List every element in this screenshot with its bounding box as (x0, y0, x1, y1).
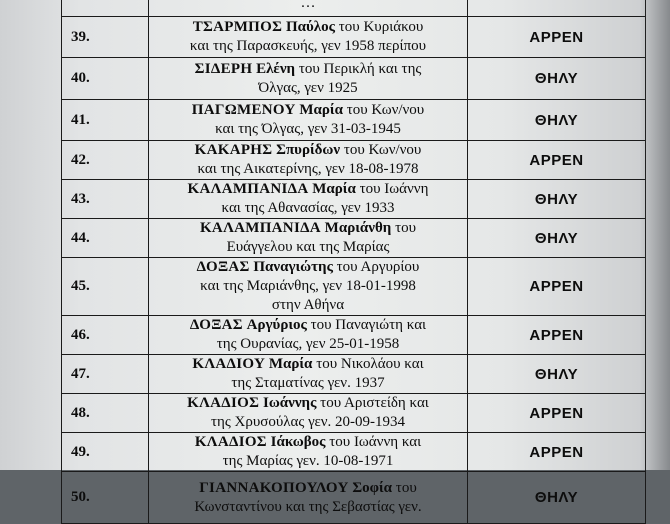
description-line1-rest: του Ιωάννη και (329, 434, 422, 450)
table-row (62, 316, 646, 355)
description-line1-rest: του Ιωάννη (359, 181, 429, 197)
given-name: Αργύριος (246, 317, 307, 333)
description-line2: και της Μαριάνθης, γεν 18-01-1998 (200, 278, 416, 294)
person-description (149, 0, 468, 17)
row-number: 47. (62, 355, 149, 394)
description-line2: της Χρυσούλας γεν. 20-09-1934 (210, 414, 406, 430)
description-line2: Όλγας, γεν 1925 (258, 79, 358, 96)
table-row (62, 472, 646, 524)
table-row (62, 141, 646, 180)
description-line2: της Σταματίνας γεν. 1937 (231, 375, 385, 391)
description-line3: στην Αθήνα (271, 297, 345, 313)
surname: ΔΟΞΑΣ (196, 259, 250, 275)
person-description (149, 258, 468, 316)
table-row (62, 180, 646, 219)
description-line1-rest: του Αργυρίου (336, 259, 420, 275)
surname: ΚΛΑΔΙΟΥ (192, 356, 266, 372)
given-name: Παναγιώτης (253, 259, 333, 275)
sex-value (468, 0, 646, 17)
person-description (149, 180, 468, 219)
person-description (149, 433, 468, 472)
row-number: 45. (62, 258, 149, 316)
table-row (62, 258, 646, 316)
description-line1-rest: του Κων/νου (346, 102, 425, 118)
surname: ΣΙΔΕΡΗ (194, 60, 253, 77)
description-line1-rest: του Αριστείδη και (320, 395, 429, 411)
sex-value: ΘΗΛΥ (468, 58, 646, 100)
sex-value: ΘΗΛΥ (468, 219, 646, 258)
description-line1-rest: του Νικολάου και (316, 356, 424, 372)
surname: ΤΣΑΡΜΠΟΣ (192, 19, 283, 35)
sex-value: ΑΡΡΕΝ (468, 141, 646, 180)
given-name: Ελένη (256, 60, 296, 77)
person-description (149, 472, 468, 524)
description-line2: της Μαρίας γεν. 10-08-1971 (222, 453, 394, 469)
row-number: 44. (62, 219, 149, 258)
description-line1-rest: του Παναγιώτη και (310, 317, 427, 333)
person-description (149, 100, 468, 141)
row-number: 48. (62, 394, 149, 433)
person-description (149, 355, 468, 394)
description-line2: Ευάγγελου και της Μαρίας (226, 239, 390, 255)
surname: ΔΟΞΑΣ (189, 317, 243, 333)
sex-value: ΑΡΡΕΝ (468, 258, 646, 316)
table-row (62, 58, 646, 100)
description-line1-rest: του (395, 479, 417, 496)
given-name: Σπυρίδων (276, 142, 341, 158)
row-number: 39. (62, 17, 149, 58)
description-line1-rest: του Περικλή και της (298, 60, 422, 77)
person-description (149, 316, 468, 355)
description-line2: Κωνσταντίνου και της Σεβαστίας γεν. (194, 498, 422, 515)
person-description (149, 58, 468, 100)
given-name: Μαρία (312, 181, 356, 197)
description-line1-rest: του (395, 220, 417, 236)
table-row (62, 394, 646, 433)
sex-value: ΘΗΛΥ (468, 472, 646, 524)
given-name: Σοφία (352, 479, 393, 496)
sex-value: ΑΡΡΕΝ (468, 17, 646, 58)
row-number: 40. (62, 58, 149, 100)
given-name: Ιάκωβος (270, 434, 326, 450)
description-line1-rest: … (300, 0, 316, 11)
surname: ΚΛΑΔΙΟΣ (187, 395, 260, 411)
person-description (149, 141, 468, 180)
table-row (62, 355, 646, 394)
description-line2: της Ουρανίας, γεν 25-01-1958 (216, 336, 400, 352)
description-line2: και της Αικατερίνης, γεν 18-08-1978 (197, 161, 419, 177)
description-line2: και της Όλγας, γεν 31-03-1945 (215, 121, 401, 137)
row-number: 50. (62, 472, 149, 524)
row-number: 41. (62, 100, 149, 141)
records-table (61, 0, 646, 524)
surname: ΠΑΓΩΜΕΝΟΥ (191, 102, 296, 118)
table-row (62, 100, 646, 141)
sex-value: ΑΡΡΕΝ (468, 433, 646, 472)
given-name: Παύλος (285, 19, 336, 35)
person-description (149, 394, 468, 433)
description-line1-rest: του Κων/νου (343, 142, 422, 158)
row-number: 42. (62, 141, 149, 180)
row-number: 43. (62, 180, 149, 219)
table-row (62, 219, 646, 258)
description-line1-rest: του Κυριάκου (338, 19, 424, 35)
sex-value: ΘΗΛΥ (468, 180, 646, 219)
sex-value: ΑΡΡΕΝ (468, 316, 646, 355)
table-row (62, 0, 646, 17)
row-number: 49. (62, 433, 149, 472)
surname: ΚΑΛΑΜΠΑΝΙΔΑ (199, 220, 321, 236)
records-table-body (62, 0, 646, 524)
surname: ΚΑΛΑΜΠΑΝΙΔΑ (187, 181, 309, 197)
description-line2: και της Αθανασίας, γεν 1933 (221, 200, 395, 216)
person-description (149, 17, 468, 58)
description-line2: και της Παρασκευής, γεν 1958 περίπου (189, 38, 427, 54)
table-row (62, 17, 646, 58)
surname: ΓΙΑΝΝΑΚΟΠΟΥΛΟΥ (199, 479, 349, 496)
sex-value: ΘΗΛΥ (468, 100, 646, 141)
person-description (149, 219, 468, 258)
row-number (62, 0, 149, 17)
given-name: Μαριάνθη (324, 220, 392, 236)
surname: ΚΑΚΑΡΗΣ (194, 142, 273, 158)
sex-value: ΑΡΡΕΝ (468, 394, 646, 433)
surname: ΚΛΑΔΙΟΣ (194, 434, 267, 450)
given-name: Μαρία (299, 102, 343, 118)
given-name: Ιωάννης (262, 395, 317, 411)
row-number: 46. (62, 316, 149, 355)
table-row (62, 433, 646, 472)
given-name: Μαρία (268, 356, 313, 372)
sex-value: ΘΗΛΥ (468, 355, 646, 394)
